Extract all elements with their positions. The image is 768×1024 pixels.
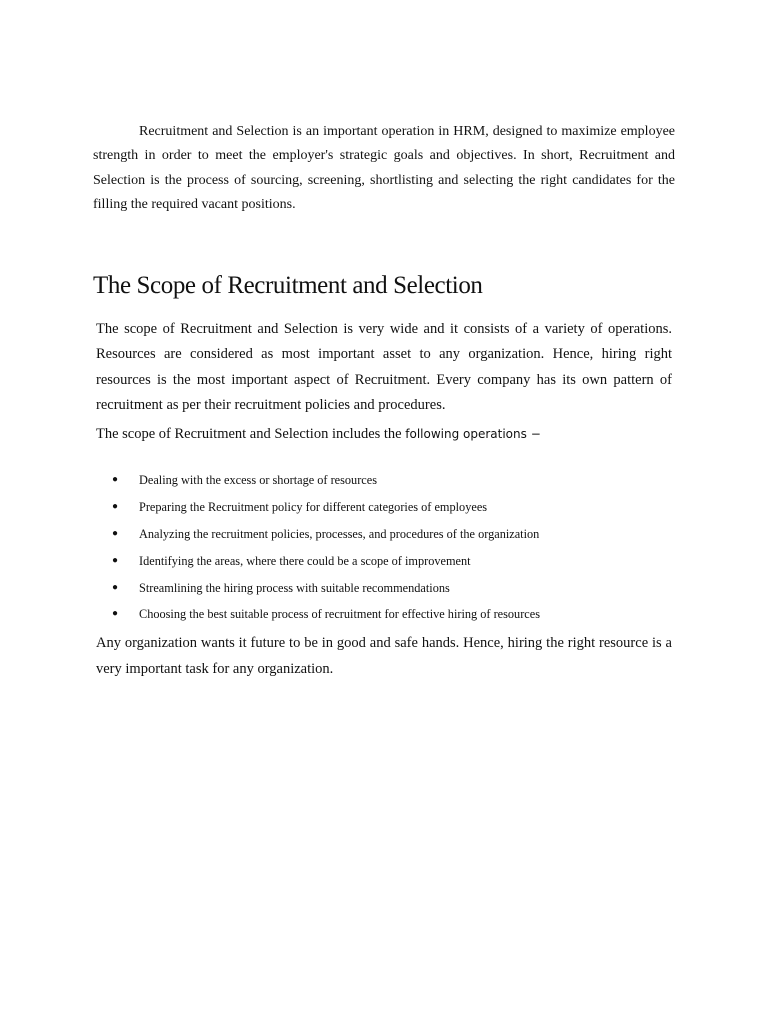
list-item-text: Identifying the areas, where there could be a scope of improvement bbox=[139, 553, 471, 568]
closing-paragraph: Any organization wants it future to be in good and safe hands. Hence, hiring the right resource is a very important task for any organization. bbox=[96, 635, 672, 677]
list-item bbox=[112, 494, 682, 521]
operations-list bbox=[112, 467, 682, 628]
bullet-icon: ● bbox=[112, 500, 119, 512]
list-item bbox=[112, 575, 682, 602]
list-item-text: Preparing the Recruitment policy for different categories of employees bbox=[139, 499, 488, 514]
intro-paragraph: Recruitment and Selection is an important operation in HRM, designed to maximize employee strength in order to meet the employer's strategic goals and objectives. In short, Recruitment and Selection is the process of sourcing, screening, shortlisting and selecting the right candidates for the filling the required vacant positions. bbox=[93, 124, 675, 212]
bullet-icon: ● bbox=[112, 608, 119, 620]
bullet-icon: ● bbox=[112, 474, 119, 485]
includes-suffix: following operations − bbox=[405, 427, 541, 441]
includes-prefix: The scope of Recruitment and Selection includes the bbox=[96, 426, 406, 442]
bullet-icon: ● bbox=[112, 527, 119, 539]
section-heading: The Scope of Recruitment and Selection bbox=[93, 272, 483, 299]
list-item-text: Dealing with the excess or shortage of resources bbox=[139, 473, 377, 487]
scope-paragraph: The scope of Recruitment and Selection is very wide and it consists of a variety of operations. Resources are considered as most important asset to any organization. Hence, hiring right resources is the most important aspect of Recruitment. Every company has its own pattern of recruitment as per their recruitment policies and procedures. bbox=[96, 321, 672, 413]
list-item bbox=[112, 467, 682, 494]
list-item bbox=[112, 601, 682, 628]
list-item bbox=[112, 521, 682, 548]
includes-line bbox=[96, 426, 541, 443]
bullet-icon: ● bbox=[112, 581, 119, 593]
list-item-text: Streamlining the hiring process with suitable recommendations bbox=[139, 580, 450, 595]
bullet-icon: ● bbox=[112, 554, 119, 566]
list-item-text: Analyzing the recruitment policies, processes, and procedures of the organization bbox=[139, 526, 540, 541]
list-item-text: Choosing the best suitable process of recruitment for effective hiring of resources bbox=[139, 607, 541, 622]
list-item bbox=[112, 548, 682, 575]
